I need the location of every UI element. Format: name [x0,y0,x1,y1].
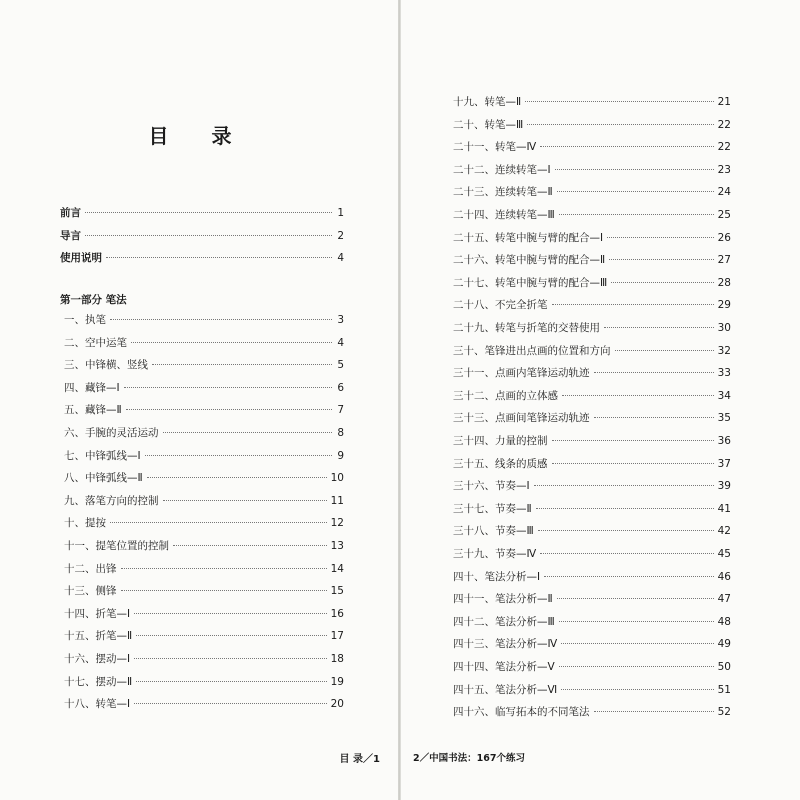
toc-entry-label: 五、藏锋—Ⅱ [64,404,122,417]
toc-entry-page-number: 35 [717,412,731,425]
leader-dots [615,350,714,351]
leader-dots [126,409,332,410]
toc-entry-label: 一、执笔 [64,314,106,326]
toc-entry-label: 前言 [60,207,81,219]
toc-entry[interactable] [60,228,344,244]
toc-entry-label: 十七、摆动—Ⅱ [64,675,133,688]
toc-entry-page-number: 13 [330,540,344,552]
toc-entry-label: 十二、出锋 [64,562,117,575]
leader-dots [110,522,327,523]
toc-entry-page-number: 48 [717,615,731,628]
leader-dots [552,463,714,464]
toc-entry[interactable] [453,252,731,268]
toc-entry-page-number: 16 [330,607,344,620]
leader-dots [559,214,714,215]
toc-entry[interactable] [453,365,731,381]
toc-entry[interactable] [453,139,731,155]
toc-entry-page-number: 24 [717,186,731,199]
leader-dots [106,257,332,258]
toc-entry[interactable] [453,320,731,336]
leader-dots [552,440,714,441]
leader-dots [136,635,326,636]
leader-dots [557,598,714,599]
toc-entry[interactable] [453,275,731,291]
leader-dots [540,553,713,554]
toc-entry[interactable] [453,456,731,472]
toc-entry[interactable] [453,501,731,517]
leader-dots [525,101,713,102]
page-footer-right: 2／中国书法：167个练习 [413,753,525,764]
toc-entry-page-number: 21 [717,96,731,108]
toc-entry-page-number: 8 [337,427,344,439]
toc-entry[interactable] [453,569,731,585]
toc-entry-label: 二十九、转笔与折笔的交替使用 [453,322,600,334]
toc-entry[interactable] [64,470,344,486]
toc-entry-label: 三十、笔锋进出点画的位置和方向 [453,344,611,357]
toc-entry-page-number: 36 [717,435,731,447]
leader-dots [604,327,714,328]
leader-dots [147,477,327,478]
leader-dots [607,237,714,238]
toc-entry-page-number: 34 [717,389,731,402]
toc-entry-page-number: 46 [717,570,731,583]
toc-entry-label: 四十一、笔法分析—Ⅱ [453,593,553,606]
toc-entry[interactable] [64,493,344,509]
toc-entry[interactable] [453,682,731,698]
toc-entry-label: 三十七、节奏—Ⅱ [453,502,532,515]
leader-dots [561,643,713,644]
leader-dots [527,124,713,125]
toc-entry-label: 二十七、转笔中腕与臂的配合—Ⅲ [453,276,608,289]
toc-entry-page-number: 39 [717,480,731,493]
left-page [0,0,398,800]
toc-entry[interactable] [64,538,344,554]
leader-dots [173,545,327,546]
toc-entry-label: 十一、提笔位置的控制 [64,540,169,552]
toc-entry-label: 四十四、笔法分析—Ⅴ [453,661,555,673]
toc-entry[interactable] [453,410,731,426]
toc-entry-page-number: 3 [337,314,344,326]
toc-entry-label: 四、藏锋—Ⅰ [64,381,120,394]
toc-entry[interactable] [64,515,344,531]
leader-dots [110,319,332,320]
toc-entry-page-number: 51 [717,683,731,696]
toc-entry-page-number: 4 [337,252,344,264]
toc-entry-label: 四十六、临写拓本的不同笔法 [453,706,590,719]
leader-dots [559,621,714,622]
toc-entry[interactable] [453,546,731,562]
toc-entry-label: 二十三、连续转笔—Ⅱ [453,186,553,199]
toc-entry-label: 十三、侧锋 [64,585,117,598]
toc-entry[interactable] [453,478,731,494]
toc-entry-page-number: 14 [330,562,344,575]
toc-entry-label: 十五、折笔—Ⅱ [64,630,133,643]
toc-entry-page-number: 47 [717,593,731,606]
toc-entry-label: 三十三、点画间笔锋运动轨迹 [453,412,590,425]
toc-entry-page-number: 29 [717,299,731,312]
toc-entry-page-number: 7 [337,404,344,417]
leader-dots [121,590,327,591]
leader-dots [124,387,332,388]
toc-entry-page-number: 1 [337,207,344,219]
toc-entry-label: 十四、折笔—Ⅰ [64,607,131,620]
toc-entry-label: 四十、笔法分析—Ⅰ [453,570,541,583]
toc-entry-page-number: 2 [337,229,344,242]
leader-dots [562,395,714,396]
leader-dots [131,342,332,343]
leader-dots [594,417,714,418]
toc-entry[interactable] [64,312,344,328]
leader-dots [145,455,332,456]
toc-entry[interactable] [64,606,344,622]
toc-entry[interactable] [453,614,731,630]
toc-entry[interactable] [453,162,731,178]
toc-entry-label: 三十六、节奏—Ⅰ [453,480,530,493]
toc-entry-page-number: 12 [330,517,344,530]
leader-dots [611,282,713,283]
toc-entry[interactable] [453,343,731,359]
leader-dots [544,576,714,577]
toc-entry-page-number: 45 [717,548,731,560]
leader-dots [594,711,714,712]
toc-entry[interactable] [453,591,731,607]
leader-dots [538,530,714,531]
toc-entry-label: 四十三、笔法分析—Ⅳ [453,638,558,651]
leader-dots [85,235,332,236]
toc-entry-page-number: 32 [717,344,731,357]
page-footer-left: 目 录／1 [339,754,380,765]
toc-entry[interactable] [64,380,344,396]
leader-dots [609,259,713,260]
toc-entry-page-number: 22 [717,141,731,154]
toc-entry[interactable] [60,205,344,221]
toc-entry-label: 二十、转笔—Ⅲ [453,118,524,131]
toc-entry-page-number: 15 [330,585,344,598]
toc-entry-label: 导言 [60,229,81,242]
leader-dots [557,191,714,192]
leader-dots [555,169,714,170]
leader-dots [134,613,327,614]
toc-entry-label: 二十一、转笔—Ⅳ [453,141,537,154]
toc-entry[interactable] [64,425,344,441]
toc-entry-page-number: 6 [337,381,344,394]
toc-entry[interactable] [64,448,344,464]
toc-entry-page-number: 30 [717,322,731,334]
leader-dots [540,146,713,147]
toc-entry-label: 使用说明 [60,252,102,264]
toc-entry[interactable] [453,636,731,652]
toc-entry-page-number: 25 [717,209,731,221]
leader-dots [134,658,327,659]
leader-dots [136,681,326,682]
toc-entry-label: 十八、转笔—Ⅰ [64,698,131,711]
toc-entry-page-number: 52 [717,706,731,719]
leader-dots [559,666,714,667]
toc-entry[interactable] [453,523,731,539]
toc-entry-page-number: 28 [717,276,731,289]
toc-entry-label: 六、手腕的灵活运动 [64,427,159,439]
toc-entry[interactable] [453,94,731,110]
toc-entry-label: 三十八、节奏—Ⅲ [453,525,534,538]
toc-entry[interactable] [64,651,344,667]
toc-entry[interactable] [64,402,344,418]
toc-entry-page-number: 27 [717,254,731,267]
toc-entry-page-number: 5 [337,359,344,372]
toc-entry[interactable] [453,704,731,720]
toc-entry[interactable] [64,628,344,644]
leader-dots [163,500,327,501]
toc-entry[interactable] [453,207,731,223]
toc-entry-label: 九、落笔方向的控制 [64,494,159,507]
toc-entry[interactable] [453,388,731,404]
toc-entry[interactable] [64,357,344,373]
toc-entry-page-number: 37 [717,457,731,470]
toc-entry-page-number: 18 [330,653,344,665]
leader-dots [534,485,714,486]
toc-entry-page-number: 42 [717,525,731,538]
leader-dots [152,364,332,365]
toc-entry-label: 二十六、转笔中腕与臂的配合—Ⅱ [453,254,606,267]
toc-entry-label: 二十二、连续转笔—Ⅰ [453,163,551,176]
toc-entry-page-number: 23 [717,163,731,176]
toc-entry-label: 三十五、线条的质感 [453,457,548,470]
leader-dots [134,703,327,704]
toc-entry[interactable] [453,433,731,449]
toc-entry-page-number: 4 [337,336,344,349]
toc-entry-label: 八、中锋弧线—Ⅱ [64,472,143,485]
toc-entry-page-number: 33 [717,367,731,380]
toc-entry-page-number: 11 [330,494,344,507]
toc-entry-page-number: 50 [717,661,731,673]
toc-entry[interactable] [64,696,344,712]
toc-entry-label: 三、中锋横、竖线 [64,359,148,372]
toc-title: 目 录 [148,124,250,148]
leader-dots [163,432,333,433]
toc-entry-page-number: 10 [330,472,344,485]
leader-dots [121,568,327,569]
toc-entry-label: 十九、转笔—Ⅱ [453,96,522,108]
toc-entry-label: 十、提按 [64,517,106,530]
toc-entry[interactable] [453,230,731,246]
toc-entry-label: 七、中锋弧线—Ⅰ [64,449,141,462]
toc-entry[interactable] [453,184,731,200]
toc-entry[interactable] [453,117,731,133]
toc-entry-page-number: 9 [337,449,344,462]
toc-entry-label: 二十八、不完全折笔 [453,299,548,312]
toc-entry-label: 三十一、点画内笔锋运动轨迹 [453,367,590,380]
toc-entry-page-number: 49 [717,638,731,651]
toc-entry[interactable] [453,659,731,675]
toc-entry-label: 三十二、点画的立体感 [453,389,558,402]
toc-entry[interactable] [60,250,344,266]
toc-entry[interactable] [453,297,731,313]
toc-entry[interactable] [64,561,344,577]
toc-entry-label: 二、空中运笔 [64,336,127,349]
leader-dots [536,508,714,509]
toc-entry-page-number: 17 [330,630,344,643]
toc-entry-label: 二十四、连续转笔—Ⅲ [453,209,555,221]
toc-entry-page-number: 19 [330,675,344,688]
toc-entry[interactable] [64,583,344,599]
toc-entry[interactable] [64,674,344,690]
toc-entry-page-number: 26 [717,231,731,244]
toc-entry-label: 四十二、笔法分析—Ⅲ [453,615,555,628]
toc-entry[interactable] [64,335,344,351]
leader-dots [594,372,714,373]
toc-entry-label: 三十四、力量的控制 [453,435,548,447]
leader-dots [552,304,714,305]
toc-entry-page-number: 41 [717,502,731,515]
leader-dots [85,212,332,213]
right-page [401,0,800,800]
toc-entry-label: 四十五、笔法分析—Ⅵ [453,683,558,696]
leader-dots [561,689,713,690]
toc-entry-label: 三十九、节奏—Ⅳ [453,548,537,560]
part-heading: 第一部分 笔法 [60,294,127,306]
toc-entry-label: 十六、摆动—Ⅰ [64,653,131,665]
toc-entry-label: 二十五、转笔中腕与臂的配合—Ⅰ [453,231,604,244]
toc-entry-page-number: 20 [330,698,344,711]
toc-entry-page-number: 22 [717,118,731,131]
